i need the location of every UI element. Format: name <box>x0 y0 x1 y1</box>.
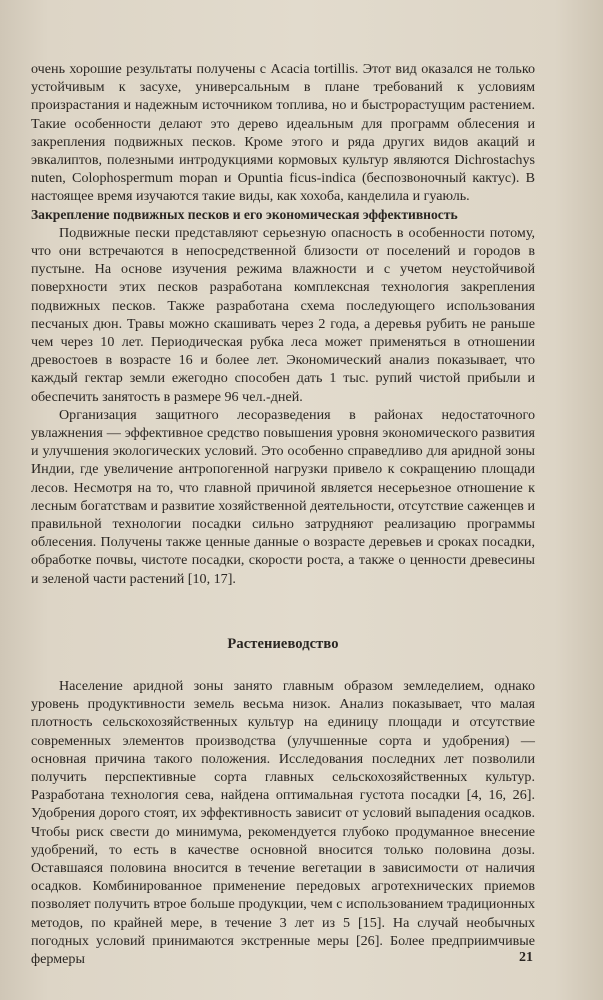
text-column <box>31 60 535 968</box>
paragraph-afforestation: Организация защитного лесоразведения в районах недостаточного увлажнения — эффективное средство повышения уровня экономического развития и улучшения экологических условий. Это особенно справедливо для аридной зоны Индии, где увеличение антропогенной нагрузки привело к сокращению площади лесов. Несмотря на то, что главной причиной является несерьезное отношение к лесным богатствам и развитие хозяйственной деятельности, отсутствие саженцев и правильной технологии посадки сильно затрудняют реализацию программы облесения. Получены также ценные данные о возрасте деревьев и сроках посадки, обработке почвы, чистоте посадки, скорости роста, а также о ценности древесины и зеленой части растений [10, 17]. <box>31 406 535 587</box>
subheading-sand-fixation: Закрепление подвижных песков и его экономическая эффективность <box>31 206 458 222</box>
paragraph-intro: очень хорошие результаты получены с Acacia tortillis. Этот вид оказался не только устойчивым к засухе, универсальным в плане требований к условиям произрастания и надежным источником топлива, но и быстрорастущим растением. Такие особенности делают это дерево идеальным для программ облесения и закрепления подвижных песков. Кроме этого и ряда других видов акаций и эвкалиптов, полезными интродукциями кормовых культур являются Dichrostachys nuten, Colophospermum mopan и Opuntia ficus-indica (беспозвоночный кактус). В настоящее время изучаются такие виды, как хохоба, канделила и гуаюль. <box>31 61 535 205</box>
section-title-crop-production: Растениеводство <box>227 635 339 652</box>
paragraph-sand-fixation: Подвижные пески представляют серьезную опасность в особенности потому, что они встречаются в непосредственной близости от поселений и городов в пустыне. На основе изучения режима влажности и с учетом неустойчивой поверхности этих песков разработана комплексная технология закрепления подвижных песков. Также разработана схема последующего использования песчаных дюн. Травы можно скашивать через 2 года, а деревья рубить не раньше чем через 10 лет. Периодическая рубка леса может применяться в отношении древостоев в возрасте 16 и более лет. Экономический анализ показывает, что каждый гектар земли ежегодно способен дать 1 тыс. рупий чистой прибыли и обеспечить занятость в размере 96 чел.-дней. <box>31 224 535 405</box>
paragraph-crop-production: Население аридной зоны занято главным образом земледелием, однако уровень продуктивности земель весьма низок. Анализ показывает, что малая плотность сельскохозяйственных культур на единицу площади и отсутствие современных элементов производства (улучшенные сорта и удобрения) — основная причина такого положения. Исследования последних лет позволили получить перспективные сорта главных сельскохозяйственных культур. Разработана технология сева, найдена оптимальная густота посадки [4, 16, 26]. Удобрения дорого стоят, их эффективность зависит от условий выпадения осадков. Чтобы риск свести до минимума, рекомендуется глубоко продуманное внесение удобрений, то есть в качестве основной вносится только половина дозы. Оставшаяся половина вносится в течение вегетации в зависимости от наличия осадков. Комбинированное применение передовых агротехнических приемов позволяет получить втрое больше продукции, чем с использованием традиционных методов, по крайней мере, в течение 3 лет из 5 [15]. На случай необычных погодных условий принимаются экстренные меры [26]. Более предприимчивые фермеры <box>31 677 535 967</box>
page-number: 21 <box>519 950 533 965</box>
